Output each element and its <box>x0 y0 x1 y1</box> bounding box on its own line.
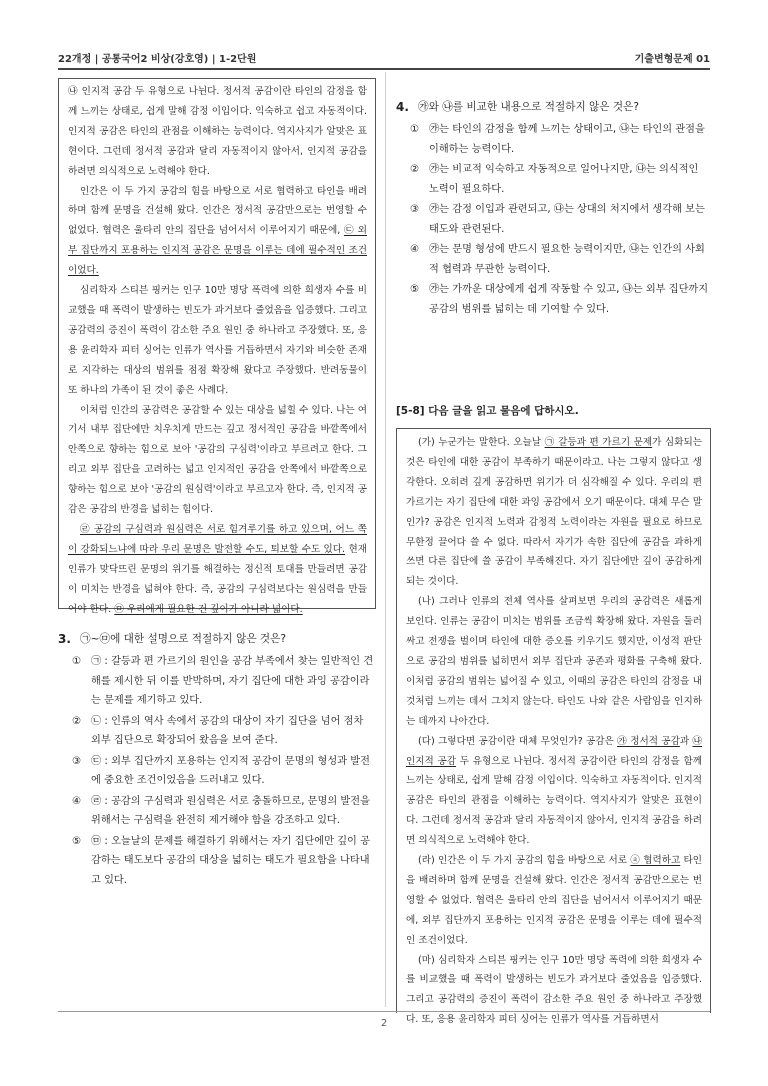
left-passage-p3 <box>68 281 367 400</box>
choice-mark: ① <box>72 656 82 667</box>
choice-text: ㉮는 문명 형성에 반드시 필요한 능력이지만, ㉯는 인간의 사회적 협력과 무관한 능력이다. <box>429 244 705 275</box>
question-4-choices <box>396 120 710 319</box>
question-4 <box>396 98 710 320</box>
choice-text: ㉮는 가까운 대상에게 쉽게 작동할 수 있고, ㉯는 외부 집단까지 공감의 범위를 넓히는 데 기여할 수 있다. <box>429 284 709 315</box>
passage-ga <box>406 433 702 592</box>
page-header <box>58 50 710 66</box>
question-number: 3. <box>58 632 71 646</box>
passage-text: (라) 인간은 이 두 가지 공감의 힘을 바탕으로 서로 <box>418 855 631 867</box>
choice-text: ㉮는 타인의 감정을 함께 느끼는 상태이고, ㉯는 타인의 관점을 이해하는 능력이다. <box>429 124 705 155</box>
passage-na <box>406 592 702 731</box>
left-passage-p5 <box>68 520 367 620</box>
choice-1[interactable] <box>396 120 710 159</box>
section-instruction: [5-8] 다음 글을 읽고 물음에 답하시오. <box>396 405 579 417</box>
passage-text: 심리학자 스티븐 핑커는 인구 10만 명당 폭력에 의한 희생자 수를 비교했을 때 폭력이 발생하는 빈도가 과거보다 줄었음을 입증했다. 그리고 공감력의 증진이 폭력이 감소한 주요 원인 중 하나라고 주장했다. 또, 응용 윤리학자 피터 싱어는 인류가 역사를 거듭하면서 자기와 비슷한 존재로 지각하는 대상의 범위를 점점 확장해 왔다고 주장했다. 반려동물이 또 하나의 가족이 된 것이 좋은 사례다. <box>68 285 367 396</box>
passage-text: ㉯ 인지적 공감 두 유형으로 나뉜다. 정서적 공감이란 타인의 감정을 함께 느끼는 상태로, 쉽게 말해 감정 이입이다. 익숙하고 쉽고 자동적이다. 인지적 공감은 타인의 관점을 이해하는 능력이다. 역지사지가 알맞은 표현이다. 그런데 정서적 공감과 달리 자동적이지 않아서, 인지적 공감을 하려면 의식적으로 노력해야 한다. <box>68 86 367 177</box>
choice-text: ㉮는 비교적 익숙하고 자동적으로 일어나지만, ㉯는 의식적인 노력이 필요하다. <box>429 164 699 195</box>
question-number: 4. <box>396 100 409 114</box>
question-text: ㉠~㉤에 대한 설명으로 적절하지 않은 것은? <box>80 633 287 645</box>
passage-ra <box>406 851 702 951</box>
choice-5[interactable] <box>396 280 710 319</box>
choice-3[interactable] <box>58 752 374 791</box>
choice-mark: ③ <box>72 755 82 767</box>
choice-mark: ④ <box>72 795 82 807</box>
passage-text: 인간은 이 두 가지 공감의 힘을 바탕으로 서로 협력하고 타인을 배려하며 함께 문명을 건설해 왔다. 인간은 정서적 공감만으로는 번영할 수 없었다. 협력은 울타리 안의 집단을 넘어서서 이루어지기 때문에, <box>68 185 367 237</box>
choice-4[interactable] <box>58 792 374 831</box>
choice-mark: ⑤ <box>72 835 82 847</box>
underlined-phrase-ga: ㉮ 정서적 공감 <box>617 735 680 747</box>
passage-text: (다) 그렇다면 공감이란 대체 무엇인가? 공감은 <box>418 735 618 747</box>
underlined-phrase-e: ㉤ 우리에게 필요한 건 깊이가 아니라 넓이다. <box>114 603 303 615</box>
column-divider <box>385 72 386 1007</box>
passage-text: 이처럼 인간의 공감력은 공감할 수 있는 대상을 넓힐 수 있다. 나는 여기서 내부 집단에만 치우치게 만드는 깊고 정서적인 공감을 바깥쪽에서 안쪽으로 향하는 힘으로 보아 '공감의 구심력'이라고 부르려고 한다. 그리고 외부 집단을 고려하는 넓고 인지적인 공감을 안쪽에서 바깥쪽으로 향하는 힘으로 보아 '공감의 원심력'이라고 부르고자 한다. 즉, 인지적 공감은 공감의 반경을 넓히는 힘이다. <box>68 404 367 516</box>
choice-3[interactable] <box>396 200 710 239</box>
choice-mark: ④ <box>410 244 420 255</box>
left-passage-box <box>58 78 376 615</box>
underlined-phrase-c: ㉢ 외부 집단까지 포용하는 인지적 공감은 문명을 이루는 데에 필수적인 조건이었다. <box>68 225 367 277</box>
choice-1[interactable] <box>58 652 374 711</box>
question-3-stem <box>58 630 374 648</box>
passage-da <box>406 732 702 851</box>
right-passage-box <box>396 428 711 1026</box>
question-3-choices <box>58 652 374 890</box>
passage-text: (나) 그러나 인류의 전체 역사를 살펴보면 우리의 공감력은 새롭게 보인다. 인류는 공감이 미치는 범위를 조금씩 확장해 왔다. 자원을 둘러싸고 전쟁을 벌이며 타인에 대한 증오를 키우기도 했지만, 이성적 판단으로 공감의 범위를 넓히면서 외부 집단과 공존과 평화를 구축해 왔다. 이처럼 공감의 범위는 넓어질 수 있고, 이때의 공감은 타인의 감정을 내 것처럼 느끼는 데서 그치지 않는다. 타인도 나와 같은 사람임을 인지하는 데까지 나아간다. <box>406 596 702 727</box>
question-3 <box>58 630 374 891</box>
header-set-title: 기출변형문제 01 <box>634 54 710 65</box>
choice-text: ㉣ : 공감의 구심력과 원심력은 서로 충돌하므로, 문명의 발전을 위해서는 구심력을 완전히 제거해야 함을 강조하고 있다. <box>91 795 370 826</box>
footer-rule <box>58 1011 710 1012</box>
choice-4[interactable] <box>396 240 710 279</box>
choice-text: ㉠ : 갈등과 편 가르기의 원인을 공감 부족에서 찾는 일반적인 견해를 제시한 뒤 이를 반박하며, 자기 집단에 대한 과잉 공감이라는 문제를 제기하고 있다. <box>91 656 374 706</box>
passage-text: 타인을 배려하며 함께 문명을 건설해 왔다. 인간은 정서적 공감만으로는 번영할 수 없었다. 협력은 울타리 안의 집단을 넘어서서 이루어지기 때문에, 외부 집단까지 포용하는 인지적 공감은 문명을 이루는 데에 필수적인 조건이었다. <box>406 855 703 946</box>
choice-text: ㉢ : 외부 집단까지 포용하는 인지적 공감이 문명의 형성과 발전에 중요한 조건이었음을 드러내고 있다. <box>91 755 370 786</box>
choice-mark: ③ <box>410 204 420 215</box>
header-course: 22개정 | 공통국어2 비상(강호영) | 1-2단원 <box>58 54 257 65</box>
passage-text: (마) 심리학자 스티븐 핑커는 인구 10만 명당 폭력에 의한 희생자 수를 비교했을 때 폭력이 발생하는 빈도가 과거보다 줄었음을 입증했다. 그리고 공감력의 증진이 폭력이 감소한 주요 원인 중 하나라고 주장했다. 또, 응용 윤리학자 피터 싱어는 인류가 역사를 거듭하면서 <box>406 954 702 1026</box>
choice-text: ㉤ : 오늘날의 문제를 해결하기 위해서는 자기 집단에만 깊이 공감하는 태도보다 공감의 대상을 넓히는 태도가 필요함을 나타내고 있다. <box>91 835 370 886</box>
choice-mark: ① <box>410 124 420 135</box>
underlined-phrase-a: ㉠ 갈등과 편 가르기 문제 <box>544 437 653 448</box>
left-passage-p1 <box>68 82 367 182</box>
header-rule <box>58 68 710 70</box>
left-passage-p2 <box>68 182 367 282</box>
choice-text: ㉡ : 인류의 역사 속에서 공감의 대상이 자기 집단을 넘어 점차 외부 집단으로 확장되어 왔음을 보여 준다. <box>91 715 364 746</box>
passage-text: 과 <box>679 735 693 747</box>
choice-2[interactable] <box>58 712 374 751</box>
underlined-phrase-d: ㉣ 공감의 구심력과 원심력은 서로 힘겨루기를 하고 있으며, 어느 쪽이 강화되느냐에 따라 우리 문명은 발전할 수도, 퇴보할 수도 있다. <box>68 523 367 555</box>
passage-text: 두 유형으로 나뉜다. 정서적 공감이란 타인의 감정을 함께 느끼는 상태로, 쉽게 말해 감정 이입이다. 익숙하고 자동적이다. 인지적 공감은 타인의 관점을 이해하는 능력이다. 역지사지가 알맞은 표현이다. 그런데 정서적 공감과 달리 자동적이지 않아서, 인지적 공감을 하려면 의식적으로 노력해야 한다. <box>406 755 702 847</box>
page-number: 2 <box>380 1018 388 1029</box>
choice-text: ㉮는 감정 이입과 관련되고, ㉯는 상대의 처지에서 생각해 보는 태도와 관련된다. <box>429 204 705 235</box>
underlined-phrase-a-circle: ⓐ 협력하고 <box>630 855 681 867</box>
choice-2[interactable] <box>396 160 710 199</box>
underlined-phrase-na: ㉯ 인지적 공감 <box>406 735 702 767</box>
question-text: ㉮와 ㉯를 비교한 내용으로 적절하지 않은 것은? <box>418 101 639 113</box>
passage-text: (가) 누군가는 말한다. 오늘날 <box>418 437 545 448</box>
choice-mark: ② <box>72 715 82 727</box>
passage-text: 현재 인류가 맞닥뜨린 문명의 위기를 해결하는 정신적 토대를 만들려면 공감이 미치는 반경을 넓혀야 한다. 즉, 공감의 구심력보다는 원심력을 만들어야 한다. <box>68 543 367 615</box>
choice-5[interactable] <box>58 832 374 891</box>
question-4-stem <box>396 98 710 116</box>
choice-mark: ⑤ <box>410 284 420 295</box>
left-passage-p4 <box>68 401 367 520</box>
passage-text: 가 심화되는 것은 타인에 대한 공감이 부족하기 때문이라고. 나는 그렇지 않다고 생각한다. 오히려 깊게 공감하면 위기가 더 심각해질 수 있다. 우리의 편 가르기는 자기 집단에 대한 과잉 공감에서 오기 때문이다. 대체 무슨 말인가? 공감은 인지적 노력과 감정적 노력이라는 자원을 필요로 하므로 무한정 끌어다 쓸 수 없다. 따라서 자기가 속한 집단에 공감을 과하게 쓰면 다른 집단에 쓸 공감이 부족해진다. 자기 집단에만 깊이 공감하게 되는 것이다. <box>406 437 702 588</box>
choice-mark: ② <box>410 164 420 175</box>
